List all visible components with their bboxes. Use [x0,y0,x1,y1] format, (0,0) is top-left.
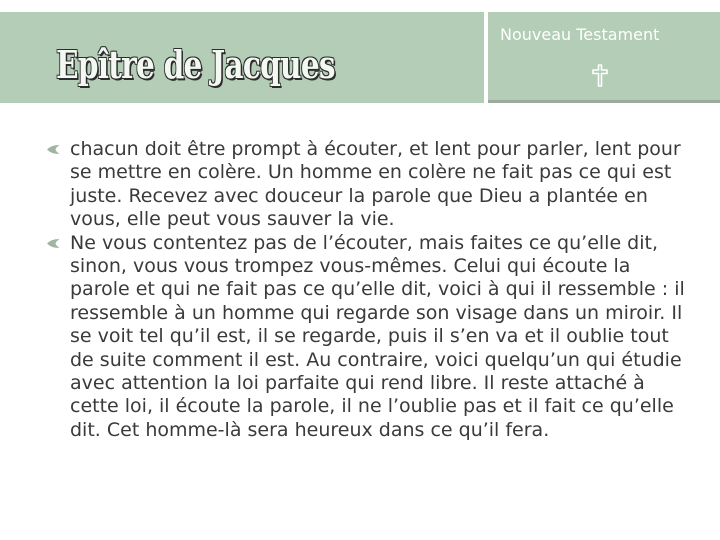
title-banner [0,12,484,103]
bullet-item [46,138,696,232]
subtitle-panel [488,12,720,103]
bullet-arrow-icon [46,144,61,155]
bullet-arrow-icon [46,238,61,249]
slide-title: Epître de Jacques [56,42,335,87]
bullet-item [46,232,696,443]
bullet-list [46,138,696,442]
cross-icon [590,64,610,88]
slide-subtitle: Nouveau Testament [500,25,660,44]
bullet-text: chacun doit être prompt à écouter, et lent pour parler, lent pour se mettre en colère. Un homme en colère ne fait pas ce qui est juste. Recevez avec douceur la parole que Dieu a plantée en vous, elle peut vous sauver la vie. [70,138,681,231]
bullet-text: Ne vous contentez pas de l’écouter, mais faites ce qu’elle dit, sinon, vous vous trompez vous-mêmes. Celui qui écoute la parole et qui ne fait pas ce qu’elle dit, voici à qui il ressemble : il ressemble à un homme qui regarde son visage dans un miroir. Il se voit tel qu’il est, il se regarde, puis il s’en va et il oublie tout de suite comment il est. Au contraire, voici quelqu’un qui étudie avec attention la loi parfaite qui rend libre. Il reste attaché à cette loi, il écoute la parole, il ne l’oublie pas et il fait ce qu’elle dit. Cet homme-là sera heureux dans ce qu’il fera. [70,231,685,441]
